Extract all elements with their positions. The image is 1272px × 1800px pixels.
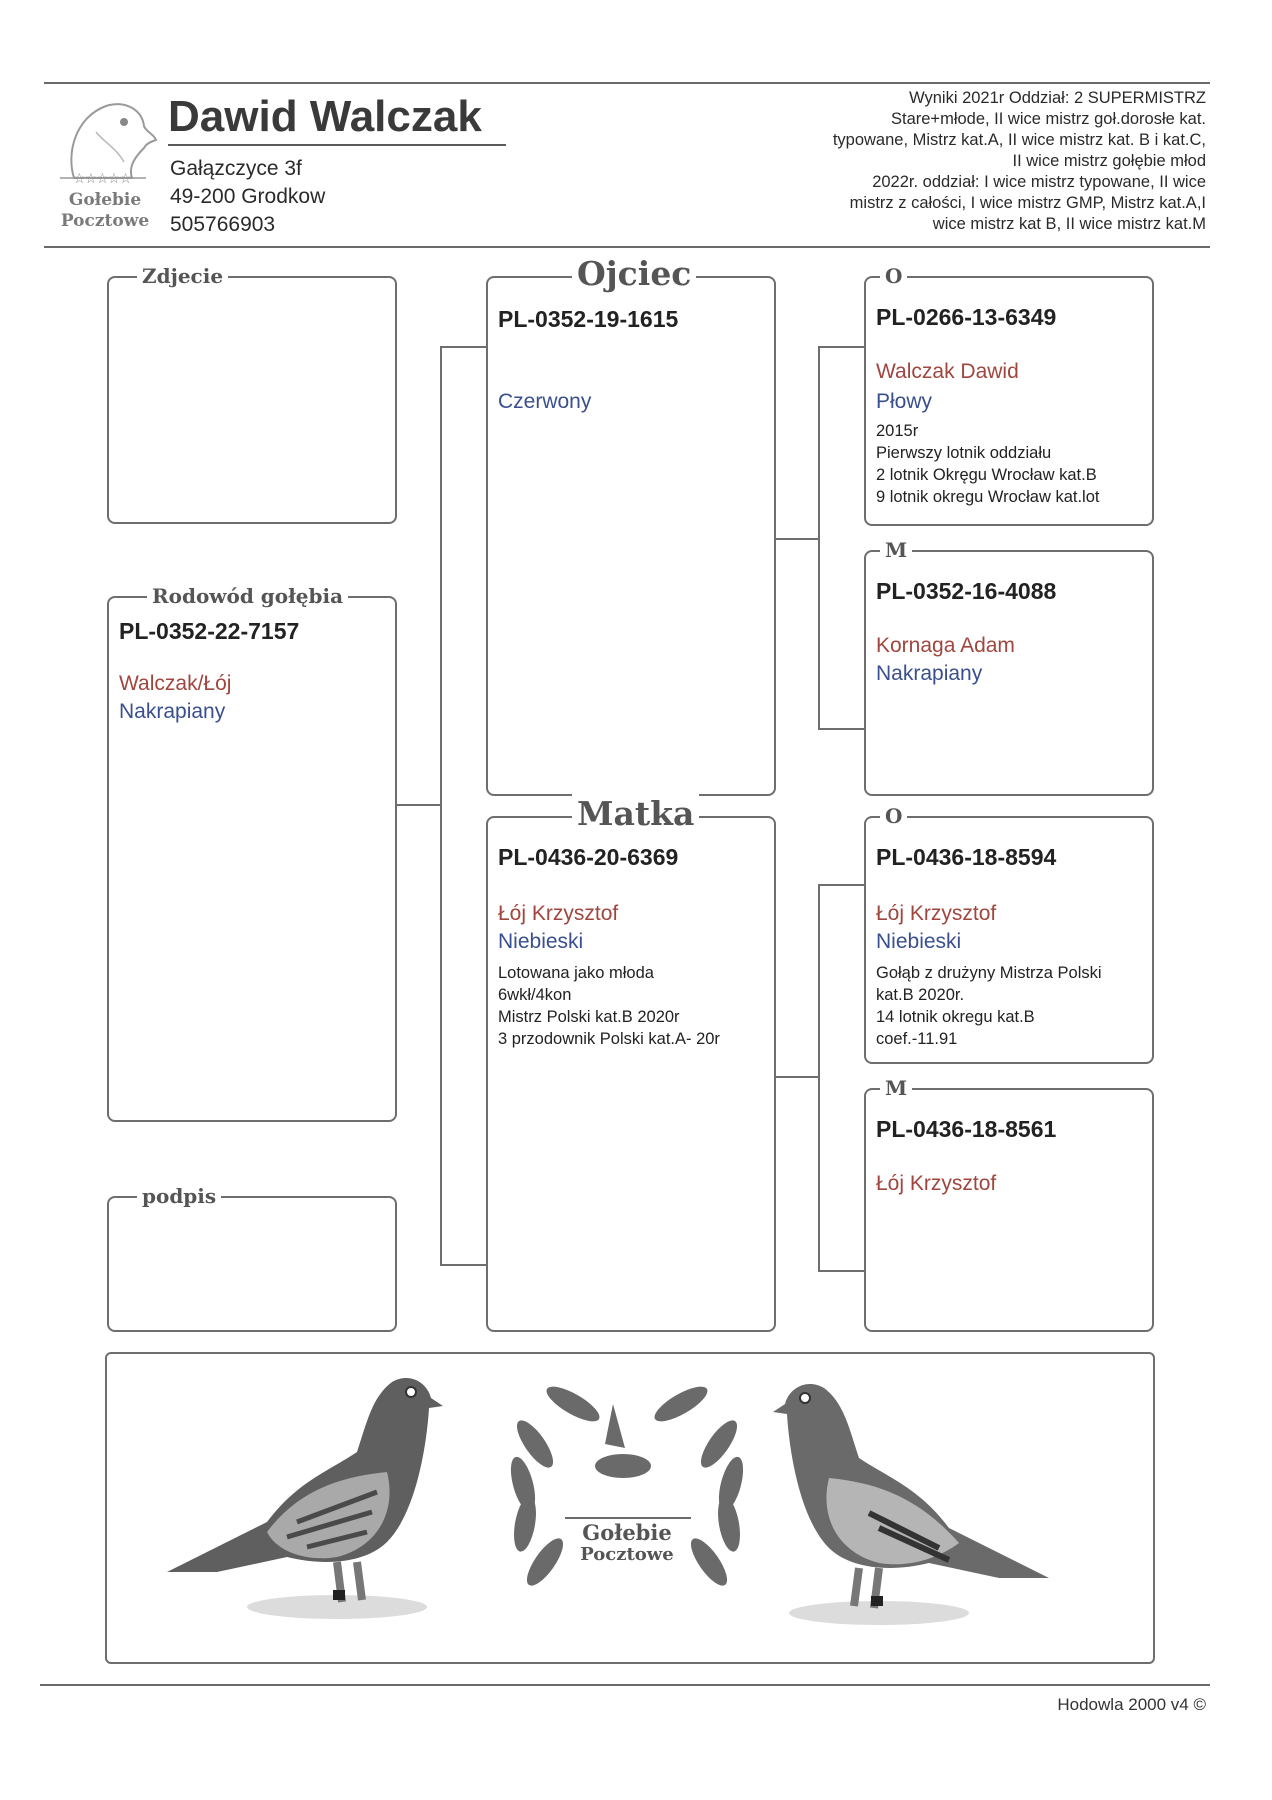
- connector-line: [395, 804, 441, 806]
- father-box: [486, 254, 776, 796]
- mother-box: [486, 794, 776, 1332]
- mother-mother-ring-number: PL-0436-18-8561: [876, 1116, 1057, 1142]
- address-city: 49-200 Grodkow: [170, 185, 326, 208]
- father-mother-owner: Kornaga Adam: [876, 634, 1015, 657]
- emblem-text: [495, 1522, 759, 1566]
- subject-owner: Walczak/Łój: [119, 672, 232, 695]
- breeder-name: Dawid Walczak: [168, 92, 482, 141]
- mother-mother-box: [864, 1076, 1154, 1332]
- mother-box-label: Matka: [572, 794, 699, 834]
- breeder-address: [170, 155, 325, 239]
- connector-line: [818, 1270, 864, 1272]
- note-line: 2015r: [876, 422, 919, 440]
- mother-mother-owner: Łój Krzysztof: [876, 1172, 997, 1195]
- connector-line: [818, 346, 820, 728]
- mother-father-ring-number: PL-0436-18-8594: [876, 844, 1057, 870]
- father-father-color: Płowy: [876, 390, 933, 413]
- father-ring-number: PL-0352-19-1615: [498, 306, 679, 332]
- logo-stars: ☆☆☆☆☆: [73, 171, 131, 187]
- connector-line: [818, 728, 864, 730]
- pigeon-left-illustration: [147, 1362, 447, 1622]
- connector-line: [440, 346, 442, 1264]
- results-text: [736, 88, 1206, 235]
- connector-line: [440, 346, 486, 348]
- top-rule: [44, 82, 1210, 84]
- results-line: Wyniki 2021r Oddział: 2 SUPERMISTRZ: [909, 89, 1206, 107]
- results-line: 2022r. oddział: I wice mistrz typowane, II wice: [872, 173, 1206, 191]
- emblem-text-line2: Pocztowe: [580, 1544, 674, 1565]
- pigeon-right-illustration: [769, 1368, 1069, 1628]
- mother-color: Niebieski: [498, 930, 584, 953]
- subject-ring-number: PL-0352-22-7157: [119, 618, 300, 644]
- note-line: kat.B 2020r.: [876, 986, 965, 1004]
- father-father-notes: [876, 420, 1099, 508]
- photo-box[interactable]: [107, 264, 397, 524]
- father-father-box: [864, 264, 1154, 526]
- header-rule: [44, 246, 1210, 248]
- photo-box-label: Zdjecie: [137, 264, 228, 288]
- results-line: wice mistrz kat B, II wice mistrz kat.M: [932, 215, 1206, 233]
- note-line: 9 lotnik okregu Wrocław kat.lot: [876, 488, 1100, 506]
- note-line: 2 lotnik Okręgu Wrocław kat.B: [876, 466, 1097, 484]
- results-line: mistrz z całości, I wice mistrz GMP, Mistrz kat.A,I: [849, 194, 1206, 212]
- laurel-wreath-icon: [495, 1374, 759, 1606]
- mother-father-box: [864, 804, 1154, 1064]
- connector-line: [818, 884, 820, 1270]
- mother-mother-label: M: [880, 1076, 912, 1100]
- connector-line: [818, 346, 864, 348]
- subject-color: Nakrapiany: [119, 700, 226, 723]
- father-father-label: O: [880, 264, 907, 288]
- mother-father-label: O: [880, 804, 907, 828]
- connector-line: [774, 1076, 818, 1078]
- logo-text-line2: Pocztowe: [60, 211, 150, 231]
- father-mother-ring-number: PL-0352-16-4088: [876, 578, 1057, 604]
- note-line: 14 lotnik okregu kat.B: [876, 1008, 1035, 1026]
- father-box-label: Ojciec: [572, 254, 696, 294]
- father-father-ring-number: PL-0266-13-6349: [876, 304, 1057, 330]
- mother-father-color: Niebieski: [876, 930, 962, 953]
- breeder-phone: 505766903: [170, 213, 276, 236]
- mother-father-owner: Łój Krzysztof: [876, 902, 997, 925]
- results-line: Stare+młode, II wice mistrz goł.dorosłe kat.: [891, 110, 1206, 128]
- results-line: typowane, Mistrz kat.A, II wice mistrz kat. B i kat.C,: [832, 131, 1206, 149]
- father-color: Czerwony: [498, 390, 592, 413]
- mother-ring-number: PL-0436-20-6369: [498, 844, 679, 870]
- father-mother-color: Nakrapiany: [876, 662, 983, 685]
- connector-line: [774, 538, 818, 540]
- connector-line: [440, 1264, 486, 1266]
- results-line: II wice mistrz gołębie młod: [1012, 152, 1206, 170]
- note-line: Lotowana jako młoda: [498, 964, 654, 982]
- subject-box: [107, 584, 397, 1122]
- signature-box[interactable]: [107, 1184, 397, 1332]
- name-underline: [168, 144, 506, 146]
- note-line: Pierwszy lotnik oddziału: [876, 444, 1052, 462]
- note-line: 3 przodownik Polski kat.A- 20r: [498, 1030, 720, 1048]
- subject-box-label: Rodowód gołębia: [147, 584, 348, 608]
- logo-text: [46, 190, 164, 232]
- signature-box-label: podpis: [137, 1184, 221, 1208]
- logo-text-line1: Gołebie: [68, 190, 142, 210]
- footer-rule: [40, 1684, 1210, 1686]
- mother-notes: [498, 962, 720, 1050]
- note-line: coef.-11.91: [876, 1030, 958, 1048]
- mother-father-notes: [876, 962, 1102, 1050]
- footer-text: Hodowla 2000 v4 ©: [1057, 1695, 1206, 1714]
- laurel-emblem: [495, 1374, 759, 1606]
- father-mother-label: M: [880, 538, 912, 562]
- note-line: 6wkł/4kon: [498, 986, 572, 1004]
- note-line: Gołąb z drużyny Mistrza Polski: [876, 964, 1102, 982]
- banner-box: [105, 1352, 1155, 1664]
- emblem-text-line1: Gołebie: [582, 1520, 672, 1545]
- note-line: Mistrz Polski kat.B 2020r: [498, 1008, 680, 1026]
- connector-line: [818, 884, 864, 886]
- father-father-owner: Walczak Dawid: [876, 360, 1019, 383]
- father-mother-box: [864, 538, 1154, 796]
- mother-owner: Łój Krzysztof: [498, 902, 619, 925]
- address-street: Gałązczyce 3f: [170, 157, 302, 180]
